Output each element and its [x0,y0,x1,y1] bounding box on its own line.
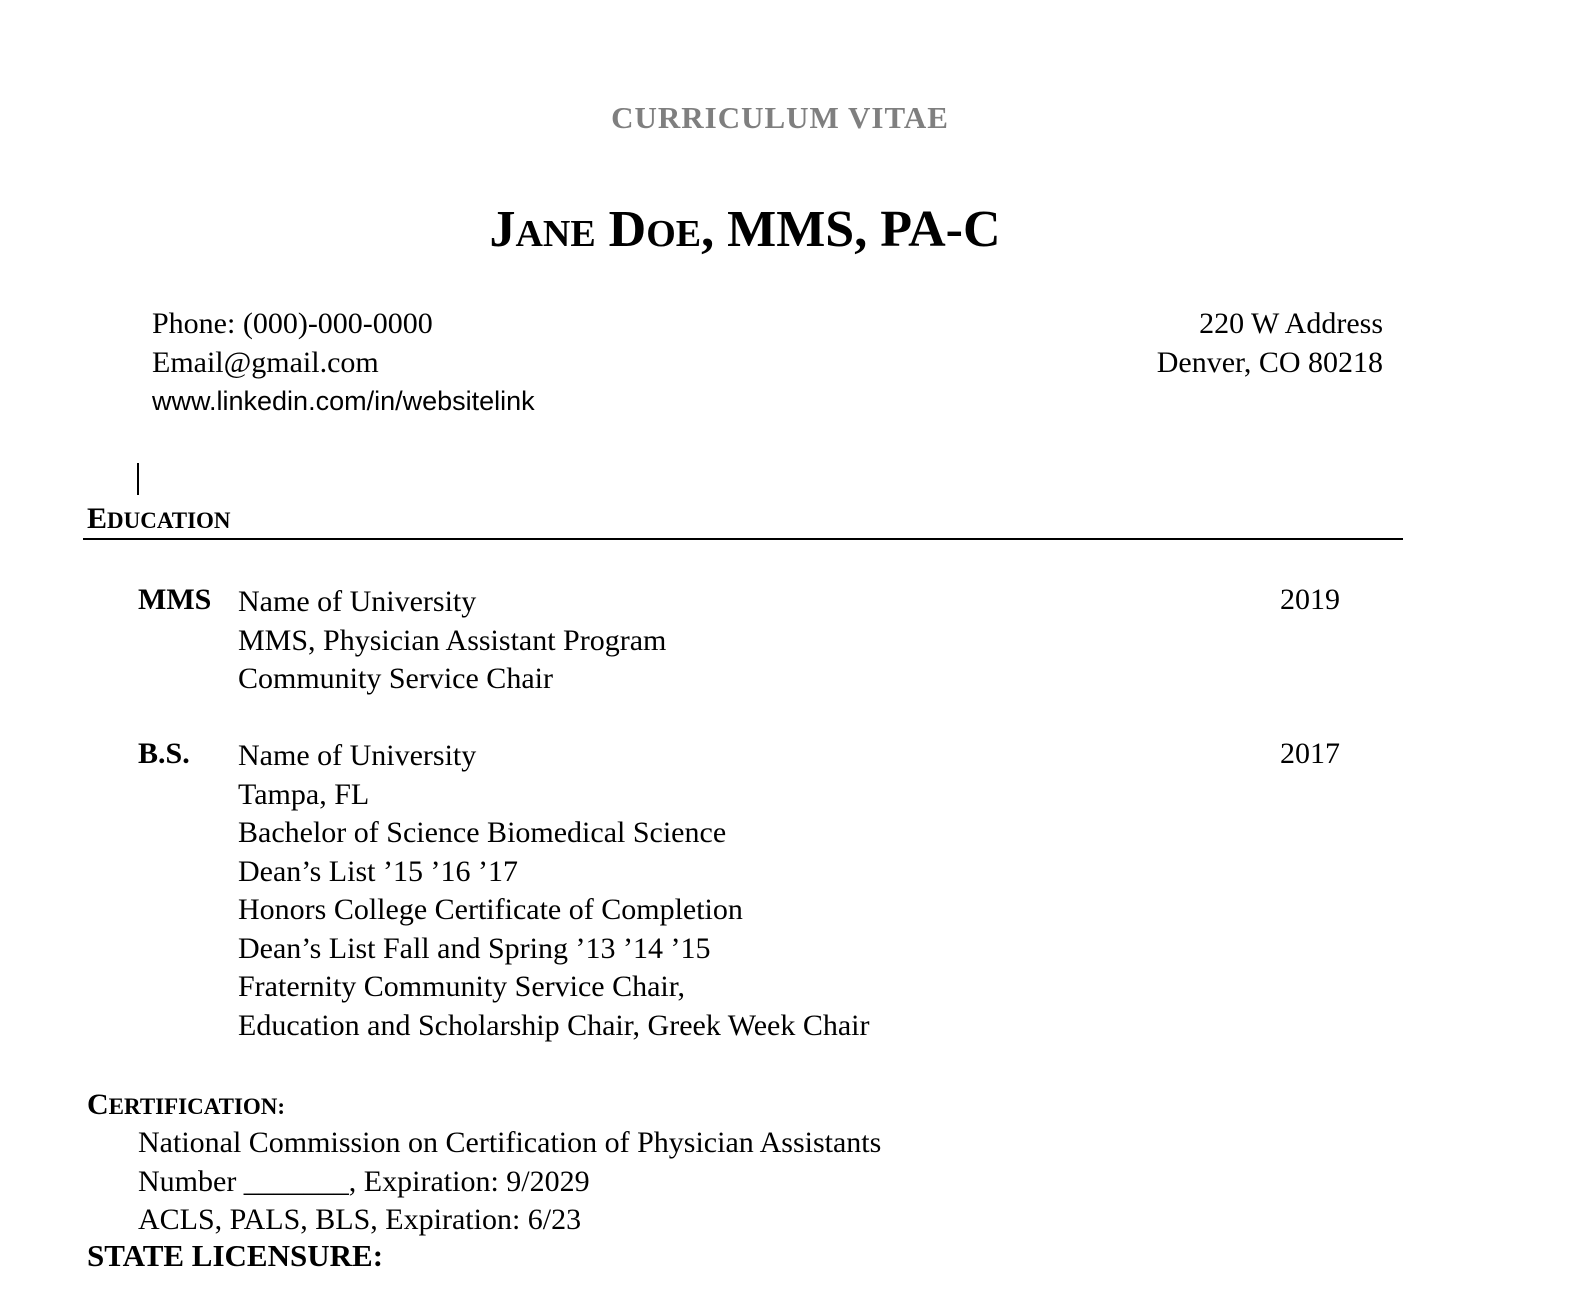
name-first-initial: J [489,201,516,258]
education-line: Dean’s List Fall and Spring ’13 ’14 ’15 [238,931,711,965]
contact-email: Email@gmail.com [152,346,379,379]
education-degree-mms: MMS [138,583,212,616]
education-line: Bachelor of Science Biomedical Science [238,816,727,849]
contact-linkedin[interactable]: www.linkedin.com/in/websitelink [152,386,535,416]
education-year-bs: 2017 [1280,737,1340,770]
education-line: Dean’s List ’15 ’16 ’17 [238,854,518,888]
name-credentials: , MMS, PA-C [701,201,1001,258]
text-cursor [137,463,139,495]
certification-line: Number _______, Expiration: 9/2029 [138,1164,590,1198]
contact-phone: Phone: (000)-000-0000 [152,307,433,340]
certification-line: ACLS, PALS, BLS, Expiration: 6/23 [138,1203,582,1236]
education-line: Name of University [238,585,477,618]
certification-heading-initial: C [87,1088,109,1121]
state-licensure-heading: STATE LICENSURE: [87,1238,384,1273]
name-first-rest: ANE [515,213,596,255]
certification-heading [87,1088,285,1122]
contact-left [152,304,535,421]
education-entry-bs [238,737,869,1045]
certification-heading-rest: ERTIFICATION: [108,1094,286,1119]
certification-list [138,1124,881,1240]
education-line: Fraternity Community Service Chair, [238,970,686,1003]
name-last-rest: OE [646,213,702,255]
education-line: MMS, Physician Assistant Program [238,623,667,657]
education-degree-bs: B.S. [138,737,190,770]
education-line: Community Service Chair [238,662,553,695]
document-title: CURRICULUM VITAE [611,100,949,135]
education-entry-mms [238,583,666,699]
education-heading-initial: E [87,502,108,535]
education-heading-rest: DUCATION [107,508,231,533]
education-line: Honors College Certificate of Completion [238,893,743,926]
contact-address [1157,304,1383,382]
section-divider [83,538,1403,540]
education-line: Education and Scholarship Chair, Greek Week Chair [238,1008,870,1042]
address-line-1: 220 W Address [1199,307,1383,340]
education-line: Name of University [238,739,477,772]
certification-line: National Commission on Certification of Physician Assistants [138,1126,882,1159]
address-line-2: Denver, CO 80218 [1156,346,1383,379]
education-year-mms: 2019 [1280,583,1340,616]
name-last-initial: D [608,201,647,258]
education-line: Tampa, FL [238,777,370,811]
candidate-name [0,200,1490,259]
education-heading [87,502,231,536]
